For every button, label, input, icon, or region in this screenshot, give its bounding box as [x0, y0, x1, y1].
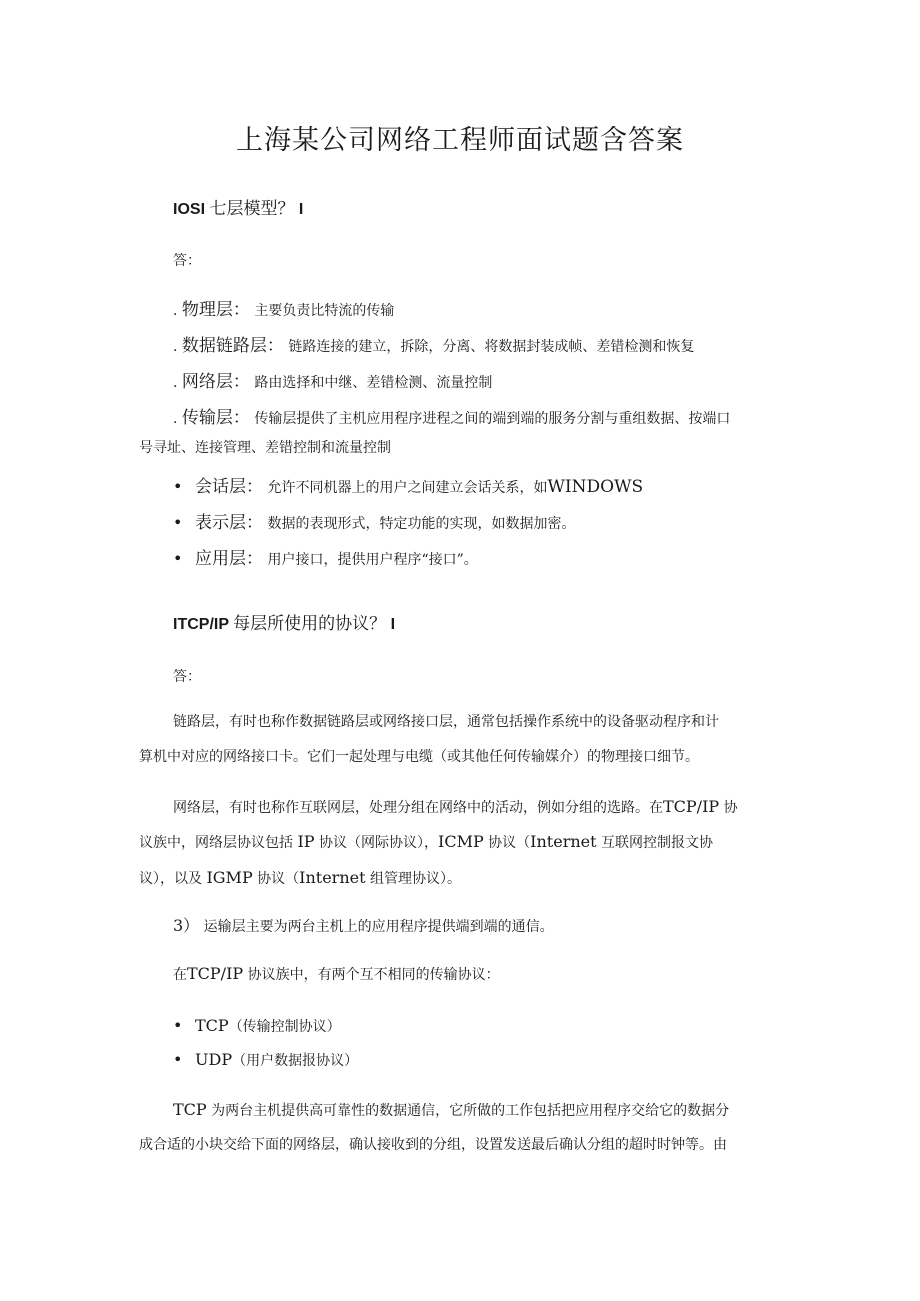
layer-prefix: . — [173, 411, 178, 427]
text: 协议（网际协议）， — [319, 835, 438, 851]
q2-answer-label: 答： — [173, 669, 201, 685]
layer-item-transport — [173, 403, 730, 428]
paragraph-link-layer-line-2: 算机中对应的网络接口卡。它们一起处理与电缆（或其他任何传输媒介）的物理接口细节。 — [139, 749, 699, 765]
bullet-icon: • — [173, 549, 183, 568]
layer-item-transport-continuation: 号寻址、连接管理、差错控制和流量控制 — [139, 440, 391, 456]
text: 协议（ — [488, 835, 531, 851]
layer-head: 网络层： — [181, 372, 250, 392]
q1-heading-cn: 七层模型？ — [209, 199, 295, 219]
layer-item-application — [173, 544, 478, 569]
layer-item-session — [173, 472, 643, 497]
q2-heading-cn: 每层所使用的协议？ — [233, 614, 387, 634]
text: TCP/IP — [187, 964, 244, 983]
paragraph-tcp-line-2: 成合适的小块交给下面的网络层，确认接收到的分组，设置发送最后确认分组的超时时钟等。由 — [139, 1137, 727, 1153]
layer-head: 数据链路层： — [181, 336, 284, 356]
text: 议族中，网络层协议包括 — [139, 835, 293, 851]
text: TCP — [195, 1016, 229, 1035]
q1-answer-label: 答： — [173, 253, 201, 269]
text: （用户数据报协议） — [232, 1053, 359, 1069]
q1-heading-latin: IOSI — [173, 201, 206, 218]
layer-head: 传输层： — [181, 408, 250, 428]
text: Internet — [530, 832, 597, 851]
text: IGMP — [206, 868, 253, 887]
layer-head: 物理层： — [181, 300, 250, 320]
layer-body: 传输层提供了主机应用程序进程之间的端到端的服务分割与重组数据、按端口 — [254, 411, 731, 427]
q1-heading-end: I — [298, 201, 304, 218]
text: 网络层，有时也称作互联网层，处理分组在网络中的活动，例如分组的选路。在 — [173, 800, 663, 816]
text: 互联网控制报文协 — [601, 835, 713, 851]
page-title: 上海某公司网络工程师面试题含答案 — [236, 125, 684, 156]
text: UDP — [195, 1050, 233, 1069]
text: IP — [297, 832, 315, 851]
layer-prefix: . — [173, 339, 178, 355]
text: 3） — [173, 916, 200, 935]
paragraph-transport-layer — [173, 912, 554, 941]
paragraph-link-layer-line-1: 链路层，有时也称作数据链路层或网络接口层，通常包括操作系统中的设备驱动程序和计 — [173, 714, 719, 730]
bullet-icon: • — [173, 1050, 183, 1069]
layer-body: 主要负责比特流的传输 — [254, 303, 395, 319]
paragraph-network-layer-line-3 — [139, 864, 461, 893]
protocol-item-tcp — [173, 1012, 341, 1041]
paragraph-tcp-line-1 — [173, 1096, 729, 1125]
layer-tail: WINDOWS — [547, 477, 644, 497]
text: 协议族中，有两个互不相同的传输协议： — [247, 967, 500, 983]
text: 在 — [173, 967, 187, 983]
layer-body: 数据的表现形式，特定功能的实现，如数据加密。 — [267, 516, 576, 532]
q2-heading-end: I — [390, 616, 396, 633]
text: ICMP — [438, 832, 484, 851]
bullet-icon: • — [173, 513, 183, 532]
layer-head: 会话层： — [195, 477, 263, 497]
protocol-item-udp — [173, 1046, 358, 1075]
layer-body: 允许不同机器上的用户之间建立会话关系，如 — [267, 480, 548, 496]
text: Internet — [299, 868, 366, 887]
bullet-icon: • — [173, 477, 183, 496]
layer-item-network — [173, 367, 492, 392]
layer-item-presentation — [173, 508, 575, 533]
paragraph-network-layer-line-2 — [139, 828, 713, 857]
layer-body: 链路连接的建立，拆除，分离、将数据封装成帧、差错检测和恢复 — [288, 339, 695, 355]
paragraph-network-layer-line-1 — [173, 793, 738, 822]
layer-body: 路由选择和中继、差错检测、流量控制 — [254, 375, 493, 391]
text: 运输层主要为两台主机上的应用程序提供端到端的通信。 — [203, 919, 554, 935]
question-2-heading — [173, 609, 395, 634]
layer-head: 表示层： — [195, 513, 263, 533]
text: 协议（ — [257, 871, 300, 887]
paragraph-transport-protocols — [173, 960, 500, 989]
text: （传输控制协议） — [228, 1019, 341, 1035]
q2-heading-latin: ITCP/IP — [173, 616, 229, 633]
layer-item-datalink — [173, 331, 694, 356]
layer-prefix: . — [173, 375, 178, 391]
bullet-icon: • — [173, 1016, 183, 1035]
text: TCP/IP — [663, 797, 720, 816]
text: TCP — [173, 1100, 207, 1119]
layer-item-physical — [173, 295, 394, 320]
text: 组管理协议）。 — [369, 871, 461, 887]
text: 为两台主机提供高可靠性的数据通信，它所做的工作包括把应用程序交给它的数据分 — [211, 1103, 730, 1119]
text: 议），以及 — [139, 871, 202, 887]
layer-prefix: . — [173, 303, 178, 319]
text: 协 — [723, 800, 738, 816]
question-1-heading — [173, 194, 303, 219]
layer-head: 应用层： — [195, 549, 263, 569]
layer-body: 用户接口，提供用户程序“接口”。 — [267, 552, 478, 568]
